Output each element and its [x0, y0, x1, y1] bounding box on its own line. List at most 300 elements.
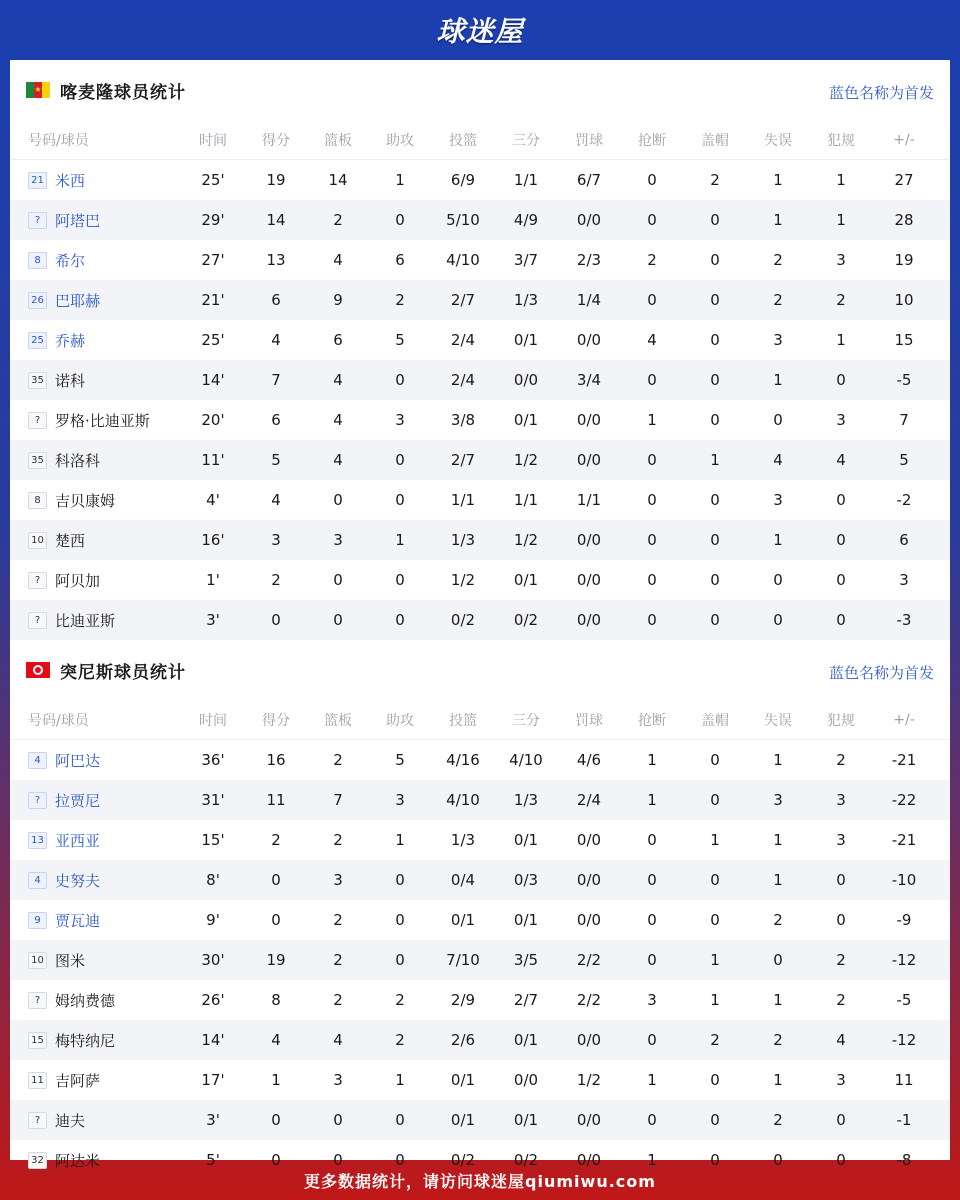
stat-cell: 1: [710, 951, 720, 969]
stat-cell: 0: [333, 1151, 343, 1169]
starter-note: 蓝色名称为首发: [828, 83, 934, 102]
stat-cell: 11': [201, 451, 225, 469]
stat-cell: 27': [201, 251, 225, 269]
stat-cell: 1: [647, 791, 657, 809]
stat-cell: 4/10: [509, 751, 543, 769]
stat-cell: 2: [333, 751, 343, 769]
player-row[interactable]: [10, 200, 950, 240]
stat-cell: 7/10: [446, 951, 480, 969]
player-cell: [10, 570, 192, 591]
column-header: 号码/球员: [28, 132, 89, 149]
stat-cell: -21: [891, 751, 917, 769]
column-header: 罚球: [575, 712, 603, 729]
stat-cell: 4': [206, 491, 220, 509]
stat-cell: 25': [201, 331, 225, 349]
section-header: [10, 60, 950, 120]
player-row[interactable]: [10, 280, 950, 320]
stats-panel: [10, 60, 950, 1170]
stat-cell: 5': [206, 1151, 220, 1169]
player-row[interactable]: [10, 400, 950, 440]
stat-cell: 3: [836, 1071, 846, 1089]
stat-cell: 1/4: [576, 291, 602, 309]
jersey-number: ?: [28, 212, 47, 229]
column-header: 犯规: [827, 712, 855, 729]
player-name[interactable]: 阿巴达: [55, 751, 101, 770]
stat-cell: 20': [201, 411, 225, 429]
stat-cell: 25': [201, 171, 225, 189]
stat-cell: 4: [836, 451, 846, 469]
stat-cell: 4: [836, 1031, 846, 1049]
player-row[interactable]: [10, 600, 950, 640]
stat-cell: 0: [836, 1151, 846, 1169]
stat-cell: 6: [333, 331, 343, 349]
stat-cell: 1: [647, 1151, 657, 1169]
column-header: 盖帽: [701, 712, 729, 729]
stat-cell: 4: [333, 411, 343, 429]
stat-cell: 0: [647, 451, 657, 469]
stat-cell: 0: [647, 571, 657, 589]
stat-cell: 0/1: [513, 1031, 539, 1049]
stat-cell: 4/16: [446, 751, 480, 769]
stat-cell: 5: [395, 751, 405, 769]
stat-cell: 6: [271, 411, 281, 429]
stat-cell: -5: [896, 991, 912, 1009]
stat-cell: 21': [201, 291, 225, 309]
stat-cell: 2/3: [576, 251, 602, 269]
column-header: +/-: [893, 711, 915, 728]
stat-cell: 14: [328, 171, 348, 189]
stat-cell: 0: [395, 211, 405, 229]
section-title: 突尼斯球员统计: [60, 662, 186, 683]
section-title: 喀麦隆球员统计: [60, 82, 186, 103]
stat-cell: 2: [333, 951, 343, 969]
stat-cell: 4: [271, 1031, 281, 1049]
stat-cell: 2/7: [450, 451, 476, 469]
stat-cell: 36': [201, 751, 225, 769]
stat-cell: 2/2: [576, 991, 602, 1009]
player-cell: [10, 750, 192, 771]
player-row[interactable]: [10, 780, 950, 820]
player-name[interactable]: 希尔: [55, 251, 86, 270]
column-header: +/-: [893, 131, 915, 148]
stat-cell: 0: [710, 411, 720, 429]
stat-cell: 7: [899, 411, 909, 429]
stat-cell: 1: [710, 991, 720, 1009]
stat-cell: 1/3: [450, 531, 476, 549]
stat-cell: 0: [836, 571, 846, 589]
stat-cell: 4: [773, 451, 783, 469]
jersey-number: 35: [28, 372, 47, 389]
stat-cell: 1: [836, 171, 846, 189]
stat-cell: 2: [836, 951, 846, 969]
stat-cell: 0: [647, 211, 657, 229]
player-row[interactable]: [10, 1100, 950, 1140]
player-row[interactable]: [10, 480, 950, 520]
player-row[interactable]: [10, 980, 950, 1020]
player-name[interactable]: 科洛科: [55, 451, 101, 470]
stat-cell: 0: [271, 1151, 281, 1169]
stat-cell: 0/0: [576, 451, 602, 469]
jersey-number: 26: [28, 292, 47, 309]
stat-cell: 0: [395, 1111, 405, 1129]
stat-cell: 0: [395, 871, 405, 889]
section-header: [10, 640, 950, 700]
player-name[interactable]: 姆纳费德: [55, 991, 116, 1010]
column-header: 犯规: [827, 132, 855, 149]
stat-cell: 19: [266, 951, 286, 969]
stat-cell: 5/10: [446, 211, 480, 229]
stat-cell: 0: [836, 611, 846, 629]
player-name[interactable]: 吉贝康姆: [55, 491, 116, 510]
player-cell: [10, 170, 192, 191]
stat-cell: 4/6: [576, 751, 602, 769]
stat-cell: 0/0: [576, 1031, 602, 1049]
jersey-number: 4: [28, 872, 47, 889]
stat-cell: 11: [266, 791, 286, 809]
player-name[interactable]: 罗格·比迪亚斯: [55, 411, 150, 430]
jersey-number: ?: [28, 412, 47, 429]
stat-cell: 1: [395, 1071, 405, 1089]
stat-cell: 6/9: [450, 171, 476, 189]
stat-cell: 4: [333, 451, 343, 469]
stat-cell: 0/0: [576, 1151, 602, 1169]
jersey-number: ?: [28, 572, 47, 589]
player-row[interactable]: [10, 320, 950, 360]
player-row[interactable]: [10, 860, 950, 900]
stat-cell: 0: [710, 751, 720, 769]
stat-cell: 0: [710, 531, 720, 549]
stat-cell: 0: [710, 1111, 720, 1129]
stat-cell: 2: [710, 171, 720, 189]
player-row[interactable]: [10, 1060, 950, 1100]
tunisia-flag-icon: [26, 662, 50, 678]
player-row[interactable]: [10, 240, 950, 280]
stat-cell: 2: [271, 571, 281, 589]
stat-cell: 9': [206, 911, 220, 929]
stat-cell: 0: [647, 1111, 657, 1129]
stat-cell: 0/1: [513, 1111, 539, 1129]
stat-cell: 2: [395, 1031, 405, 1049]
stat-cell: 0/4: [450, 871, 476, 889]
column-header: 抢断: [638, 712, 666, 729]
stat-cell: 0: [647, 531, 657, 549]
player-name[interactable]: 诺科: [55, 371, 86, 390]
stat-cell: 4: [333, 251, 343, 269]
player-name[interactable]: 米西: [55, 171, 86, 190]
stat-cell: 2: [271, 831, 281, 849]
stat-cell: 0/0: [576, 571, 602, 589]
player-name[interactable]: 巴耶赫: [55, 291, 101, 310]
stat-cell: 0: [333, 1111, 343, 1129]
stat-cell: 0: [333, 611, 343, 629]
stat-cell: 4: [333, 371, 343, 389]
column-header: 得分: [262, 712, 290, 729]
stat-cell: 13: [266, 251, 286, 269]
stat-cell: 1/2: [450, 571, 476, 589]
stat-cell: 31': [201, 791, 225, 809]
stat-cell: 17': [201, 1071, 225, 1089]
stat-cell: 0: [710, 611, 720, 629]
stat-cell: 3: [773, 491, 783, 509]
player-name[interactable]: 贾瓦迪: [55, 911, 101, 930]
stat-cell: 0: [710, 571, 720, 589]
stat-cell: 2: [836, 751, 846, 769]
stat-cell: 3: [836, 831, 846, 849]
stat-cell: 1: [773, 371, 783, 389]
player-name[interactable]: 楚西: [55, 531, 86, 550]
stat-cell: 0/1: [513, 331, 539, 349]
stat-cell: 1/1: [513, 171, 539, 189]
stat-cell: -2: [896, 491, 912, 509]
stat-cell: 1: [773, 751, 783, 769]
stat-cell: 3: [271, 531, 281, 549]
stat-cell: 8: [271, 991, 281, 1009]
header: [0, 0, 960, 60]
column-header-row: [10, 700, 950, 740]
stat-cell: 0/3: [513, 871, 539, 889]
stat-cell: 1: [647, 411, 657, 429]
team-section: [10, 640, 950, 1180]
stat-cell: 0: [395, 1151, 405, 1169]
stat-cell: 1: [773, 1071, 783, 1089]
player-cell: [10, 370, 192, 391]
stat-cell: 0: [710, 331, 720, 349]
column-header: 助攻: [386, 132, 414, 149]
stat-cell: 1: [395, 531, 405, 549]
stat-cell: 1/2: [513, 451, 539, 469]
stat-cell: 27: [894, 171, 914, 189]
player-cell: [10, 1110, 192, 1131]
stat-cell: 0: [773, 951, 783, 969]
jersey-number: 9: [28, 912, 47, 929]
stat-cell: 3: [395, 411, 405, 429]
stat-cell: 0: [271, 611, 281, 629]
stat-cell: 0/1: [450, 911, 476, 929]
stat-cell: 2: [333, 911, 343, 929]
player-row[interactable]: [10, 940, 950, 980]
stat-cell: 2: [836, 991, 846, 1009]
player-row[interactable]: [10, 360, 950, 400]
stat-cell: 2/4: [576, 791, 602, 809]
stat-cell: 1/3: [513, 791, 539, 809]
stat-cell: 1: [773, 831, 783, 849]
stat-cell: 1: [710, 831, 720, 849]
stat-cell: 2: [647, 251, 657, 269]
stat-cell: 0/1: [450, 1111, 476, 1129]
player-name[interactable]: 拉贾尼: [55, 791, 101, 810]
stat-cell: 0/2: [513, 1151, 539, 1169]
stat-cell: 3: [836, 251, 846, 269]
stat-cell: 2: [395, 291, 405, 309]
player-row[interactable]: [10, 160, 950, 200]
stat-cell: 0/1: [450, 1071, 476, 1089]
stat-cell: 11: [894, 1071, 914, 1089]
stat-cell: 2: [395, 991, 405, 1009]
stat-cell: 1: [271, 1071, 281, 1089]
player-row[interactable]: [10, 740, 950, 780]
player-name[interactable]: 吉阿萨: [55, 1071, 101, 1090]
jersey-number: 15: [28, 1032, 47, 1049]
team-section: [10, 60, 950, 640]
stat-cell: 1: [710, 451, 720, 469]
stat-cell: 15': [201, 831, 225, 849]
stat-cell: -9: [896, 911, 912, 929]
player-name[interactable]: 阿贝加: [55, 571, 101, 590]
player-cell: [10, 330, 192, 351]
column-header: 罚球: [575, 132, 603, 149]
player-name[interactable]: 亚西亚: [55, 831, 101, 850]
flag-crescent-icon: [33, 665, 43, 675]
stat-cell: 0: [395, 571, 405, 589]
player-row[interactable]: [10, 1020, 950, 1060]
player-cell: [10, 870, 192, 891]
stat-cell: 3': [206, 1111, 220, 1129]
column-header: 得分: [262, 132, 290, 149]
stat-cell: 9: [333, 291, 343, 309]
stat-cell: 2/7: [513, 991, 539, 1009]
stat-cell: 2: [333, 991, 343, 1009]
stat-cell: 0: [395, 611, 405, 629]
stat-cell: 3: [899, 571, 909, 589]
stat-cell: 26': [201, 991, 225, 1009]
column-header: 投篮: [449, 712, 477, 729]
stat-cell: 4: [333, 1031, 343, 1049]
stat-cell: 2: [773, 251, 783, 269]
stat-cell: 14: [266, 211, 286, 229]
stat-cell: 1: [395, 171, 405, 189]
stat-cell: 16: [266, 751, 286, 769]
player-row[interactable]: [10, 560, 950, 600]
stat-cell: 19: [894, 251, 914, 269]
stat-cell: 0/0: [576, 611, 602, 629]
stat-cell: 6: [395, 251, 405, 269]
stat-cell: 0/0: [576, 1111, 602, 1129]
player-cell: [10, 990, 192, 1011]
stat-cell: 0: [773, 411, 783, 429]
stat-cell: 4/10: [446, 791, 480, 809]
stat-cell: 6/7: [576, 171, 602, 189]
player-cell: [10, 450, 192, 471]
stat-cell: 5: [395, 331, 405, 349]
player-name[interactable]: 迪夫: [55, 1111, 86, 1130]
stat-cell: 1: [773, 991, 783, 1009]
stat-cell: 0/1: [513, 571, 539, 589]
player-row[interactable]: [10, 820, 950, 860]
jersey-number: ?: [28, 612, 47, 629]
stat-cell: 5: [899, 451, 909, 469]
jersey-number: 10: [28, 532, 47, 549]
stat-cell: 0/0: [576, 411, 602, 429]
player-cell: [10, 290, 192, 311]
player-row[interactable]: [10, 440, 950, 480]
player-name[interactable]: 阿塔巴: [55, 211, 101, 230]
jersey-number: ?: [28, 992, 47, 1009]
stat-cell: 1/1: [450, 491, 476, 509]
stat-cell: 0/0: [576, 871, 602, 889]
stat-cell: 6: [271, 291, 281, 309]
jersey-number: ?: [28, 1112, 47, 1129]
player-row[interactable]: [10, 520, 950, 560]
stat-cell: 1': [206, 571, 220, 589]
footer-banner[interactable]: 更多数据统计，请访问球迷屋qiumiwu.com: [304, 1171, 656, 1191]
jersey-number: 8: [28, 252, 47, 269]
stat-cell: 1/2: [576, 1071, 602, 1089]
stat-cell: 0/0: [513, 371, 539, 389]
stat-cell: 0: [395, 951, 405, 969]
stat-cell: 0: [647, 1031, 657, 1049]
stat-cell: 0: [710, 871, 720, 889]
stat-cell: 3: [395, 791, 405, 809]
stat-cell: 0: [647, 491, 657, 509]
stat-cell: 0: [647, 951, 657, 969]
stat-cell: 0: [647, 611, 657, 629]
stat-cell: 1/1: [513, 491, 539, 509]
stat-cell: -8: [896, 1151, 912, 1169]
stat-cell: 0: [836, 371, 846, 389]
player-name[interactable]: 乔赫: [55, 331, 86, 350]
stat-cell: 0: [333, 571, 343, 589]
stat-cell: 1: [773, 211, 783, 229]
stat-cell: 4/10: [446, 251, 480, 269]
stat-cell: 3: [836, 791, 846, 809]
player-cell: [10, 830, 192, 851]
stat-cell: 3/4: [576, 371, 602, 389]
player-cell: [10, 250, 192, 271]
stat-cell: 0: [647, 831, 657, 849]
stat-cell: 3/8: [450, 411, 476, 429]
player-row[interactable]: [10, 900, 950, 940]
stat-cell: 15: [894, 331, 914, 349]
jersey-number: 13: [28, 832, 47, 849]
stat-cell: 1: [773, 531, 783, 549]
column-header: 篮板: [324, 712, 352, 729]
stat-cell: 3: [333, 871, 343, 889]
column-header: 投篮: [449, 132, 477, 149]
stat-cell: 0: [836, 911, 846, 929]
stat-cell: 0: [333, 491, 343, 509]
jersey-number: 11: [28, 1072, 47, 1089]
stat-cell: 1: [647, 1071, 657, 1089]
player-name[interactable]: 图米: [55, 951, 86, 970]
player-cell: [10, 1070, 192, 1091]
player-cell: [10, 530, 192, 551]
player-name[interactable]: 比迪亚斯: [55, 611, 116, 630]
jersey-number: ?: [28, 792, 47, 809]
stat-cell: 0: [647, 171, 657, 189]
stat-cell: 0: [836, 531, 846, 549]
stat-cell: 1/3: [450, 831, 476, 849]
player-name[interactable]: 阿达米: [55, 1151, 101, 1170]
stat-cell: 0: [710, 911, 720, 929]
stat-cell: 1: [773, 171, 783, 189]
column-header: 抢断: [638, 132, 666, 149]
stat-cell: -10: [891, 871, 917, 889]
player-cell: [10, 210, 192, 231]
stat-cell: 0: [710, 211, 720, 229]
stat-cell: 0: [773, 1151, 783, 1169]
column-header: 篮板: [324, 132, 352, 149]
stat-cell: 2: [710, 1031, 720, 1049]
stat-cell: 0: [710, 1071, 720, 1089]
stat-cell: 0/1: [513, 411, 539, 429]
column-header: 号码/球员: [28, 712, 89, 729]
player-name[interactable]: 史努夫: [55, 871, 101, 890]
stat-cell: 2/4: [450, 371, 476, 389]
stat-cell: 1: [836, 211, 846, 229]
stat-cell: 7: [271, 371, 281, 389]
player-name[interactable]: 梅特纳尼: [55, 1031, 116, 1050]
stat-cell: -3: [896, 611, 912, 629]
